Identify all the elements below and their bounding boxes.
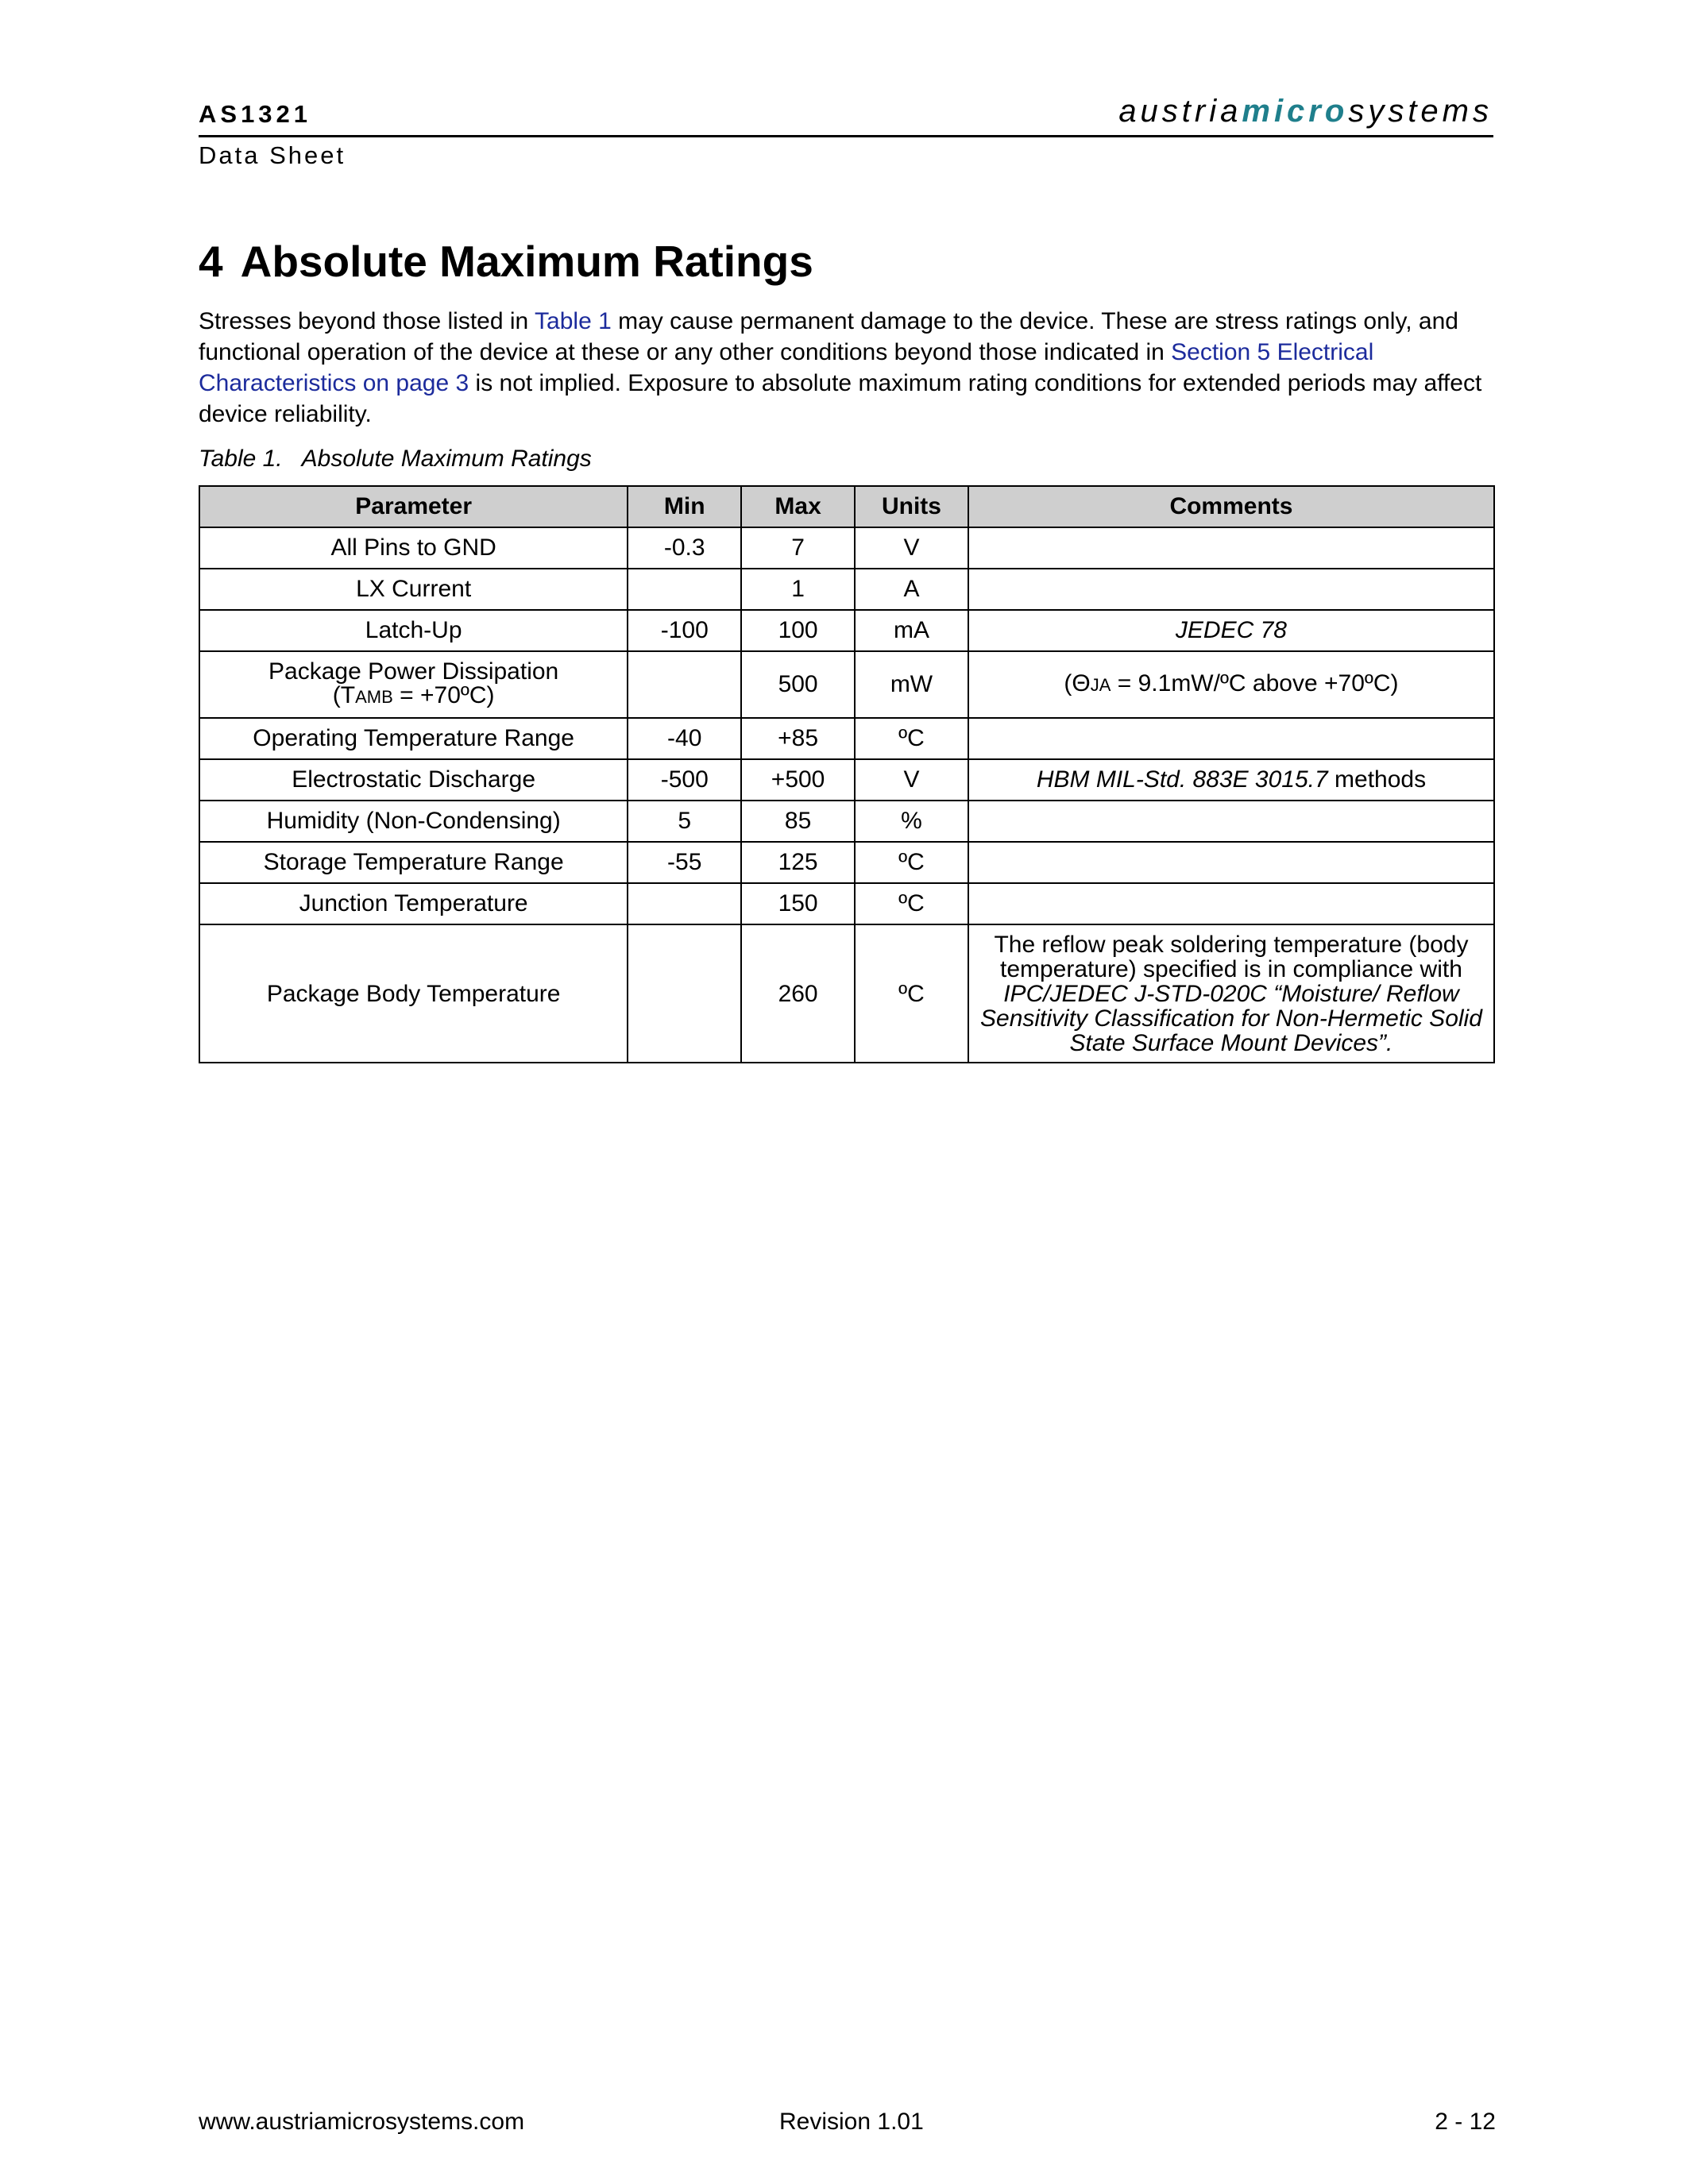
section-5-link[interactable]: Section 5 Electrical Characteristics on page 3 [199, 339, 1374, 396]
header-min: Min [628, 486, 741, 527]
cell-parameter: Humidity (Non-Condensing) [199, 801, 628, 842]
intro-text-2: may cause permanent damage to the device. These are stress ratings only, and functional operation of the device at these or any other conditions beyond those indicated in [199, 308, 1458, 365]
cell-min: -40 [628, 718, 741, 759]
footer-page-number: 2 - 12 [1435, 2109, 1496, 2135]
cell-min [628, 924, 741, 1063]
cell-units: % [855, 801, 968, 842]
section-heading [199, 236, 813, 287]
cell-units: mA [855, 610, 968, 651]
cell-units: V [855, 527, 968, 569]
brand-logo [1118, 94, 1493, 129]
footer-revision: Revision 1.01 [779, 2109, 924, 2135]
cell-units: A [855, 569, 968, 610]
absolute-maximum-ratings-table [199, 485, 1495, 1063]
brand-prefix: austria [1118, 94, 1242, 129]
cell-parameter: All Pins to GND [199, 527, 628, 569]
parameter-line-1: Package Power Dissipation [268, 658, 559, 685]
cell-comment [968, 718, 1494, 759]
cell-units: ºC [855, 842, 968, 883]
section-title: Absolute Maximum Ratings [240, 237, 813, 286]
parameter-subscript: AMB [355, 687, 393, 707]
section-number: 4 [199, 237, 223, 286]
cell-units: ºC [855, 883, 968, 924]
product-name: AS1321 [199, 100, 312, 128]
table-row [199, 651, 1494, 718]
table-header-row [199, 486, 1494, 527]
header-units: Units [855, 486, 968, 527]
cell-max: 500 [741, 651, 855, 718]
cell-comment [968, 651, 1494, 718]
cell-max: 1 [741, 569, 855, 610]
cell-comment [968, 924, 1494, 1063]
cell-parameter: Package Body Temperature [199, 924, 628, 1063]
table-row [199, 883, 1494, 924]
comment-subscript: JA [1090, 675, 1111, 695]
table-caption-number: Table 1. [199, 446, 283, 472]
cell-max: 260 [741, 924, 855, 1063]
cell-min: -55 [628, 842, 741, 883]
table-caption-title: Absolute Maximum Ratings [301, 446, 592, 472]
header-parameter: Parameter [199, 486, 628, 527]
cell-parameter: Junction Temperature [199, 883, 628, 924]
comment-plain: methods [1327, 766, 1427, 793]
cell-comment [968, 569, 1494, 610]
cell-comment [968, 759, 1494, 801]
cell-max: 125 [741, 842, 855, 883]
comment-plain: The reflow peak soldering temperature (body temperature) specified is in compliance with [994, 931, 1469, 982]
cell-max: 100 [741, 610, 855, 651]
header-comments: Comments [968, 486, 1494, 527]
cell-units: ºC [855, 924, 968, 1063]
cell-min: -0.3 [628, 527, 741, 569]
table-row [199, 569, 1494, 610]
cell-max: 7 [741, 527, 855, 569]
comment-post: = 9.1mW/ºC above +70ºC) [1111, 670, 1399, 696]
cell-comment [968, 883, 1494, 924]
cell-max: 85 [741, 801, 855, 842]
parameter-line-2-pre: (T [332, 682, 356, 708]
cell-parameter: Electrostatic Discharge [199, 759, 628, 801]
cell-parameter: Operating Temperature Range [199, 718, 628, 759]
cell-min: -500 [628, 759, 741, 801]
table-row [199, 610, 1494, 651]
cell-parameter: Storage Temperature Range [199, 842, 628, 883]
table-row [199, 759, 1494, 801]
cell-units: mW [855, 651, 968, 718]
comment-pre: (Θ [1064, 670, 1091, 696]
cell-units: V [855, 759, 968, 801]
header-rule [199, 135, 1493, 137]
table-row [199, 718, 1494, 759]
cell-max: 150 [741, 883, 855, 924]
cell-parameter [199, 651, 628, 718]
cell-min [628, 569, 741, 610]
cell-max: +500 [741, 759, 855, 801]
cell-units: ºC [855, 718, 968, 759]
brand-suffix: systems [1348, 94, 1493, 129]
cell-parameter: LX Current [199, 569, 628, 610]
table-row [199, 842, 1494, 883]
intro-text-3: is not implied. Exposure to absolute maximum rating conditions for extended periods may affect device reliability. [199, 370, 1482, 427]
table-caption [199, 446, 592, 473]
cell-min [628, 883, 741, 924]
cell-parameter: Latch-Up [199, 610, 628, 651]
comment-italic: IPC/JEDEC J-STD-020C “Moisture/ Reflow Sensitivity Classification for Non-Hermetic Solid State Surface Mount Devices”. [980, 980, 1482, 1056]
cell-comment: JEDEC 78 [968, 610, 1494, 651]
table-row [199, 801, 1494, 842]
comment-italic: HBM MIL-Std. 883E 3015.7 [1036, 766, 1328, 793]
document-type: Data Sheet [199, 141, 346, 169]
table-row [199, 924, 1494, 1063]
cell-comment [968, 527, 1494, 569]
cell-min [628, 651, 741, 718]
brand-micro: micro [1242, 94, 1349, 129]
table-1-link[interactable]: Table 1 [535, 308, 612, 334]
cell-min: 5 [628, 801, 741, 842]
parameter-line-2-post: = +70ºC) [392, 682, 495, 708]
header-max: Max [741, 486, 855, 527]
intro-paragraph [199, 306, 1501, 430]
cell-comment [968, 842, 1494, 883]
cell-max: +85 [741, 718, 855, 759]
footer-website: www.austriamicrosystems.com [199, 2109, 525, 2135]
intro-text-1: Stresses beyond those listed in [199, 308, 535, 334]
cell-comment [968, 801, 1494, 842]
table-row [199, 527, 1494, 569]
cell-min: -100 [628, 610, 741, 651]
